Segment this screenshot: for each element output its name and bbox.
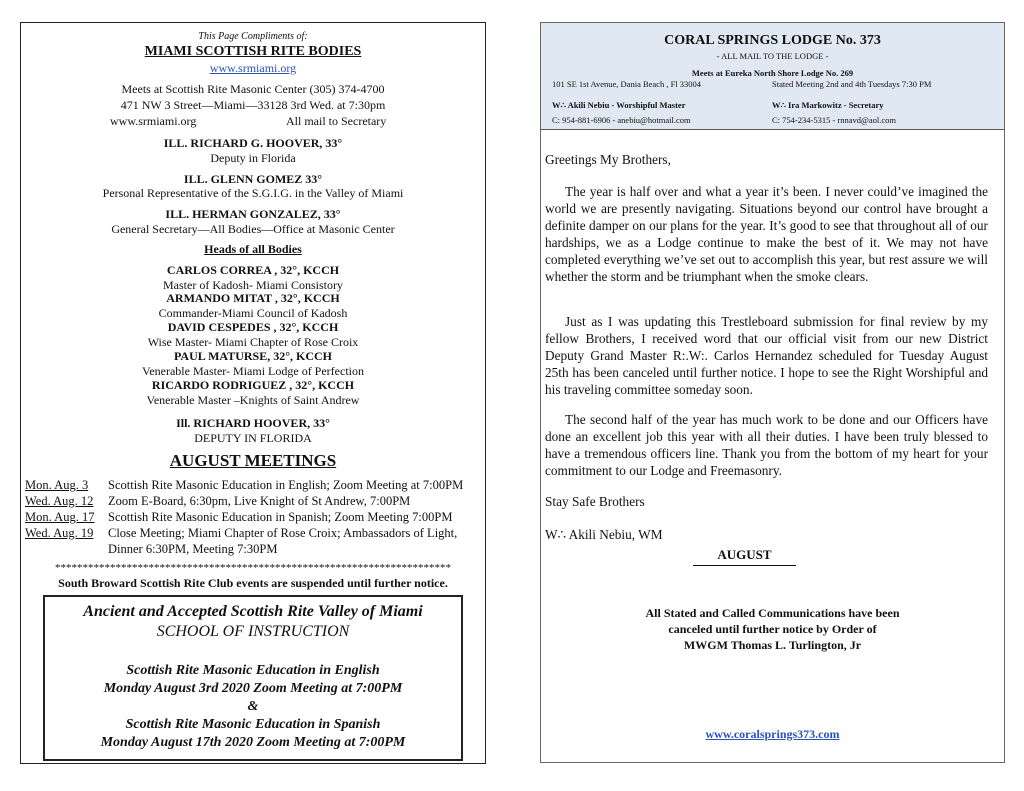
head-name: ARMANDO MITAT , 32°, KCCH xyxy=(166,291,340,305)
suspended-notice: South Broward Scottish Rite Club events are suspended until further notice. xyxy=(58,576,448,590)
meetings-title: AUGUST MEETINGS xyxy=(169,451,337,470)
compliments-note: This Page Compliments of: xyxy=(198,31,308,42)
head-name: RICARDO RODRIGUEZ , 32°, KCCH xyxy=(151,378,355,392)
officer-role: Personal Representative of the S.G.I.G. in the Valley of Miami xyxy=(102,186,404,200)
meeting-date: Mon. Aug. 3 xyxy=(25,478,89,492)
meeting-row xyxy=(25,510,452,525)
officer-role: Deputy in Florida xyxy=(210,151,296,165)
notice-line-3: MWGM Thomas L. Turlington, Jr xyxy=(683,638,862,652)
right-page xyxy=(540,22,1005,763)
notice-line-1: All Stated and Called Communications have been xyxy=(645,606,900,620)
meeting-row xyxy=(25,526,457,541)
meetings-list xyxy=(21,478,485,558)
meeting-text: Scottish Rite Masonic Education in Spanish; Zoom Meeting 7:00PM xyxy=(108,510,453,524)
head-name: CARLOS CORREA , 32°, KCCH xyxy=(166,263,340,277)
lodge-website-link[interactable]: www.coralsprings373.com xyxy=(705,727,840,741)
head-role: Commander-Miami Council of Kadosh xyxy=(158,306,348,320)
officer-role: General Secretary—All Bodies—Office at Masonic Center xyxy=(111,222,395,236)
meeting-continuation: Dinner 6:30PM, Meeting 7:30PM xyxy=(108,542,278,556)
meeting-row xyxy=(25,478,463,493)
secretary-contact: C: 754-234-5315 - rnnavd@aol.com xyxy=(772,115,896,125)
signature: W∴ Akili Nebiu, WM xyxy=(545,527,663,542)
meeting-text: Close Meeting; Miami Chapter of Rose Croix; Ambassadors of Light, xyxy=(108,526,458,540)
meeting-date: Wed. Aug. 19 xyxy=(25,526,94,540)
head-name: DAVID CESPEDES , 32°, KCCH xyxy=(167,320,339,334)
lodge-header xyxy=(541,23,1004,130)
paragraph-1: The year is half over and what a year it’s been. I never could’ve imagined the world we are presently navigating. Situations beyond our control have brought a definite damper on our plans for the year. It’s good to see that throughout all of our hardships, we as a Lodge continue to make the best of it. We may not have completed everything we’ve set out to accomplish this year, but rest assure we will whether the storm and be triumphant when the smoke clears. xyxy=(545,184,988,284)
month-heading: AUGUST xyxy=(693,547,796,566)
head-role: Wise Master- Miami Chapter of Rose Croix xyxy=(147,335,359,349)
officer-name: ILL. RICHARD G. HOOVER, 33° xyxy=(163,136,343,150)
meeting-row xyxy=(25,494,410,509)
school-line-3: Scottish Rite Masonic Education in Spanish xyxy=(125,717,381,732)
lodge-address: 101 SE 1st Avenue, Dania Beach , Fl 33004 xyxy=(552,79,702,89)
school-line-4: Monday August 17th 2020 Zoom Meeting at 7:00PM xyxy=(100,735,406,750)
deputy-name: Ill. RICHARD HOOVER, 33° xyxy=(176,416,330,430)
officer-name: ILL. HERMAN GONZALEZ, 33° xyxy=(165,207,341,221)
meets-at: Meets at Eureka North Shore Lodge No. 269 xyxy=(691,68,854,78)
head-name: PAUL MATURSE, 32°, KCCH xyxy=(173,349,333,363)
head-role: Venerable Master- Miami Lodge of Perfection xyxy=(141,364,364,378)
meeting-text: Zoom E-Board, 6:30pm, Live Knight of St Andrew, 7:00PM xyxy=(108,494,411,508)
worshipful-master: W∴ Akili Nebiu - Worshipful Master xyxy=(552,100,686,110)
school-title-1: Ancient and Accepted Scottish Rite Valley of Miami xyxy=(83,603,423,620)
school-line-1: Scottish Rite Masonic Education in English xyxy=(126,663,380,678)
wm-contact: C: 954-881-6906 - anebiu@hotmail.com xyxy=(552,115,691,125)
school-ampersand: & xyxy=(247,699,259,714)
meeting-date: Wed. Aug. 12 xyxy=(25,494,94,508)
greeting: Greetings My Brothers, xyxy=(545,152,671,167)
school-line-2: Monday August 3rd 2020 Zoom Meeting at 7:00PM xyxy=(103,681,403,696)
lodge-title: CORAL SPRINGS LODGE No. 373 xyxy=(664,33,881,48)
notice-line-2: canceled until further notice by Order of xyxy=(668,622,877,636)
paragraph-2: Just as I was updating this Trestleboard submission for final review by my fellow Brothers, I received word that our official visit from our new District Deputy Grand Master R:.W:. Carlos Hernandez scheduled for Tuesday August 25th has been canceled until further notice. I hope to see the Right Worshipful and his traveling committee someday soon. xyxy=(545,314,988,397)
star-divider: ************************************************************************ xyxy=(55,562,451,574)
paragraph-3: The second half of the year has much work to be done and our Officers have done an excellent job this year with all their duties. I have been truly blessed to have a tremendous officers line. Thank you from the bottom of my heart for your commitment to our Lodge and Freemasonry. xyxy=(545,412,988,478)
head-role: Master of Kadosh- Miami Consistory xyxy=(163,278,343,292)
org-website-link[interactable]: www.srmiami.org xyxy=(209,61,297,75)
web-plain: www.srmiami.org xyxy=(110,114,197,128)
address-line: 471 NW 3 Street—Miami—33128 3rd Wed. at 7:30pm xyxy=(120,98,386,112)
mail-note: All mail to Secretary xyxy=(286,114,387,128)
meets-line: Meets at Scottish Rite Masonic Center (305) 374-4700 xyxy=(121,82,385,96)
school-title-2: SCHOOL OF INSTRUCTION xyxy=(156,623,350,640)
secretary: W∴ Ira Markowitz - Secretary xyxy=(772,100,884,110)
officer-name: ILL. GLENN GOMEZ 33° xyxy=(183,172,323,186)
deputy-role: DEPUTY IN FLORIDA xyxy=(194,431,312,445)
meeting-text: Scottish Rite Masonic Education in English; Zoom Meeting at 7:00PM xyxy=(108,478,464,492)
meeting-date: Mon. Aug. 17 xyxy=(25,510,95,524)
head-role: Venerable Master –Knights of Saint Andrew xyxy=(146,393,360,407)
heads-title: Heads of all Bodies xyxy=(204,242,302,256)
school-of-instruction-box xyxy=(43,595,463,761)
left-page xyxy=(20,22,486,764)
org-title: MIAMI SCOTTISH RITE BODIES xyxy=(144,44,362,59)
mail-note: - ALL MAIL TO THE LODGE - xyxy=(716,51,829,61)
stated-meeting: Stated Meeting 2nd and 4th Tuesdays 7:30 PM xyxy=(772,79,932,89)
closing: Stay Safe Brothers xyxy=(545,494,645,509)
